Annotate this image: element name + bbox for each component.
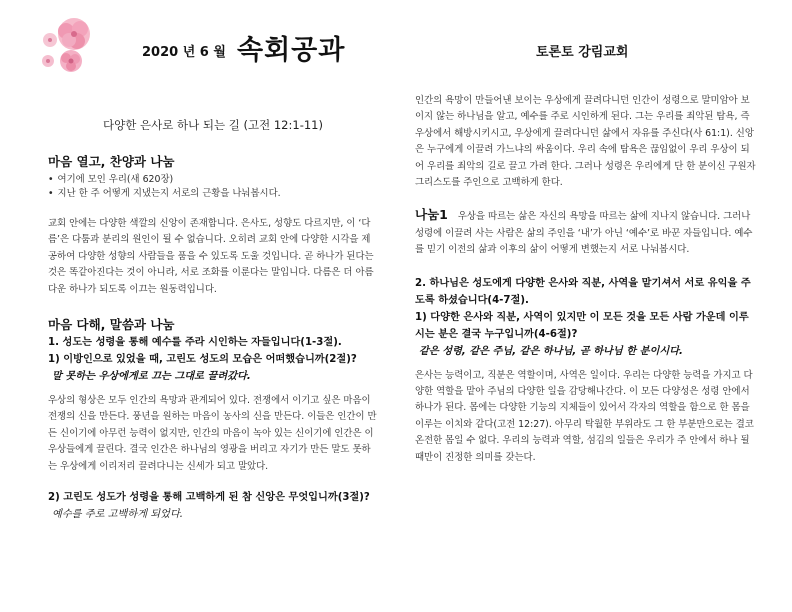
sharing-1 <box>415 207 757 258</box>
question-2-1: 1) 다양한 은사와 직분, 사역이 있지만 이 모든 것을 모든 사람 가운데 이루시는 분은 결국 누구입니까(4-6절)? <box>415 311 749 340</box>
right-column <box>415 93 757 466</box>
section1-title: 마음 열고, 찬양과 나눔 <box>48 154 175 169</box>
question-1: 1. 성도는 성령을 통해 예수를 주라 시인하는 자들입니다(1-3절). <box>48 337 342 349</box>
question-1-1: 1) 이방인으로 있었을 때, 고린도 성도의 모습은 어떠했습니까(2절)? <box>48 354 357 366</box>
list-item: • 지난 한 주 어떻게 지냈는지 서로의 근황을 나눠봅시다. <box>48 187 378 201</box>
explanation-paragraph-3: 은사는 능력이고, 직분은 역할이며, 사역은 일이다. 우리는 다양한 능력을 가지고 다양한 역할을 맡아 주님의 다양한 일을 감당해나간다. 이 모든 다양성은 성령 안에서 하나가 된다. 몸에는 다양한 기능의 지체들이 있어서 각자의 역할을 함으로 한 몸을 이루는 이치와 같다(고전 12:27). 아무리 탁월한 부위라도 그 한 부분만으로는 결코 온전한 몸일 수 없다. 우리의 능력과 역할, 섬김의 일들은 우리가 주 안에서 하나 될 때만이 진정한 의미를 갖는다. <box>415 369 754 463</box>
intro-paragraph: 교회 안에는 다양한 색깔의 신앙이 존재합니다. 은사도, 성향도 다르지만, 이 ‘다름’은 다툼과 분리의 원인이 될 수 없습니다. 오히려 교회 안에 다양한 시각을 제공하여 다양한 성향의 사람들을 품을 수 있도록 도울 것입니다. 곧 하나가 된다는 것은 똑같아진다는 것이 아니라, 서로 조화를 이룬다는 말입니다. 다름은 더 아름다운 하나가 되도록 이끄는 원동력입니다. <box>48 218 374 295</box>
cherry-blossom-icon <box>40 14 110 74</box>
opening-list <box>48 173 378 201</box>
section2-title: 마음 다해, 말씀과 나눔 <box>48 317 175 333</box>
explanation-paragraph-2: 인간의 욕망이 만들어낸 보이는 우상에게 끌려다니던 인간이 성령으로 말미암아 보이지 않는 하나님을 알고, 예수를 주로 시인하게 된다. 그는 우리를 죄악된 탐욕, 즉 우상에서 해방시키시고, 우상에게 끌려다니던 삶에서 자유를 주신다(사 61:1). 신앙은 누구에게 이끌려 가느냐의 싸움이다. 우리 속에 탐욕은 끊임없이 우리 우상이 되어 우리를 죄악의 길로 끌고 가려 한다. 그러나 성령은 우리에게 단 한 분이신 구원자 그리스도를 주인으로 고백하게 한다. <box>415 95 756 189</box>
answer-1-1: 말 못하는 우상에게로 끄는 그대로 끌려갔다. <box>52 371 251 383</box>
answer-1-2: 예수를 주로 고백하게 되었다. <box>52 509 184 521</box>
explanation-paragraph-1: 우상의 형상은 모두 인간의 욕망과 관계되어 있다. 전쟁에서 이기고 싶은 마음이 전쟁의 신을 만든다. 풍년을 원하는 마음이 농사의 신을 만든다. 이들은 인간이 만든 신이기에 아무런 능력이 없지만, 인간의 마음이 녹아 있는 신이기에 인간은 이 우상들에게 끌린다. 결국 인간은 하나님의 영광을 버리고 자기가 만든 말도 못하는 우상에게 이리저리 끌려다니는 신세가 되고 말았다. <box>48 395 377 472</box>
lesson-subtitle: 다양한 은사로 하나 되는 길 (고전 12:1-11) <box>103 118 323 132</box>
list-item: • 여기에 모인 우리(새 620장) <box>48 173 378 187</box>
sharing-1-label: 나눔1 <box>415 207 448 223</box>
question-2: 2. 하나님은 성도에게 다양한 은사와 직분, 사역을 맡기셔서 서로 유익을 주도록 하셨습니다(4-7절). <box>415 277 751 306</box>
page-title: 속회공과 <box>237 35 346 66</box>
question-1-2: 2) 고린도 성도가 성령을 통해 고백하게 된 참 신앙은 무엇입니까(3절)? <box>48 492 370 504</box>
sharing-1-text: 우상을 따르는 삶은 자신의 욕망을 따르는 삶에 지나지 않습니다. 그러나 성령에 이끌려 사는 사람은 삶의 주인을 ‘내’가 아닌 ‘예수’로 바꾼 자들입니다. 예수를 믿기 이전의 삶과 이후의 삶이 어떻게 변했는지 서로 나눠봅시다. <box>415 211 753 256</box>
left-column <box>48 153 378 523</box>
header-date: 2020 년 6 월 <box>142 45 226 60</box>
answer-2-1: 같은 성령, 같은 주님, 같은 하나님, 곧 하나님 한 분이시다. <box>419 345 683 357</box>
church-name: 토론토 강림교회 <box>536 45 629 60</box>
